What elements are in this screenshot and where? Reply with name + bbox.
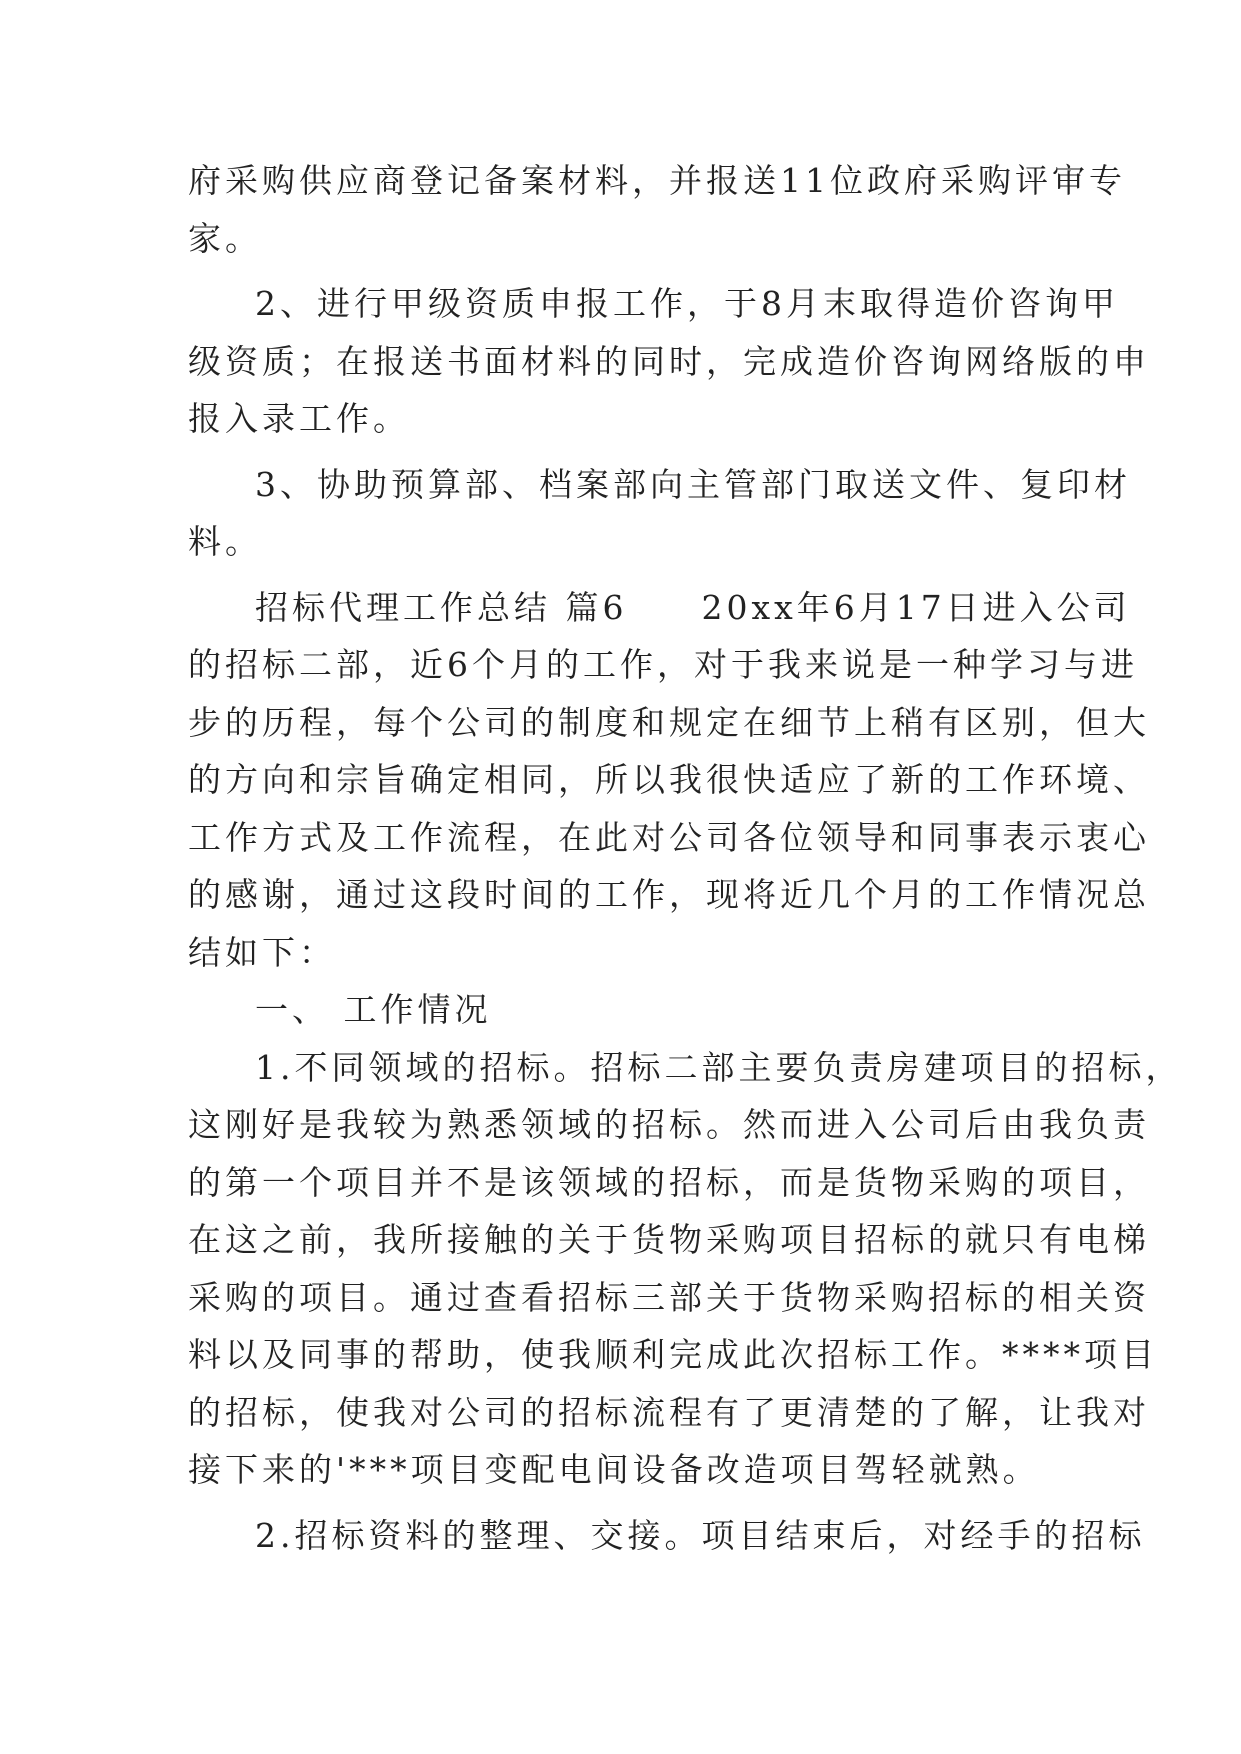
- text-line: 在这之前，我所接触的关于货物采购项目招标的就只有电梯: [188, 1220, 1150, 1259]
- text-line: 料以及同事的帮助，使我顺利完成此次招标工作。****项目: [188, 1335, 1158, 1374]
- text-line: 家。: [188, 218, 262, 258]
- text-line: 2、进行甲级资质申报工作，于8月末取得造价咨询甲: [255, 284, 1119, 323]
- text-line: 的招标，使我对公司的招标流程有了更清楚的了解，让我对: [188, 1392, 1150, 1432]
- text-line: 3、协助预算部、档案部向主管部门取送文件、复印材: [255, 464, 1131, 504]
- text-line: 采购的项目。通过查看招标三部关于货物采购招标的相关资: [188, 1277, 1150, 1317]
- text-line: 料。: [188, 522, 262, 561]
- document-body: [188, 152, 1183, 1564]
- text-line: 的招标二部，近6个月的工作，对于我来说是一种学习与进: [188, 645, 1138, 684]
- text-line: 的方向和宗旨确定相同，所以我很快适应了新的工作环境、: [188, 760, 1150, 799]
- text-line: 步的历程，每个公司的制度和规定在细节上稍有区别，但大: [188, 702, 1150, 742]
- text-line: 报入录工作。: [188, 399, 410, 438]
- text-line: 工作方式及工作流程，在此对公司各位领导和同事表示衷心: [188, 817, 1150, 857]
- text-line: 一、 工作情况: [255, 990, 492, 1029]
- text-line: 的第一个项目并不是该领域的招标，而是货物采购的项目，: [188, 1162, 1150, 1202]
- text-line: 招标代理工作总结 篇6 20xx年6月17日进入公司: [255, 587, 1131, 627]
- text-line: 的感谢，通过这段时间的工作，现将近几个月的工作情况总: [188, 875, 1150, 914]
- text-line: 1.不同领域的招标。招标二部主要负责房建项目的招标，: [255, 1047, 1183, 1087]
- text-line: 这刚好是我较为熟悉领域的招标。然而进入公司后由我负责: [188, 1105, 1150, 1144]
- text-line: 结如下：: [188, 932, 336, 972]
- text-line: 接下来的'***项目变配电间设备改造项目驾轻就熟。: [188, 1450, 1040, 1489]
- text-line: 级资质；在报送书面材料的同时，完成造价咨询网络版的申: [188, 341, 1150, 381]
- text-line: 2.招标资料的整理、交接。项目结束后，对经手的招标: [255, 1515, 1146, 1555]
- text-line: 府采购供应商登记备案材料，并报送11位政府采购评审专: [188, 161, 1126, 200]
